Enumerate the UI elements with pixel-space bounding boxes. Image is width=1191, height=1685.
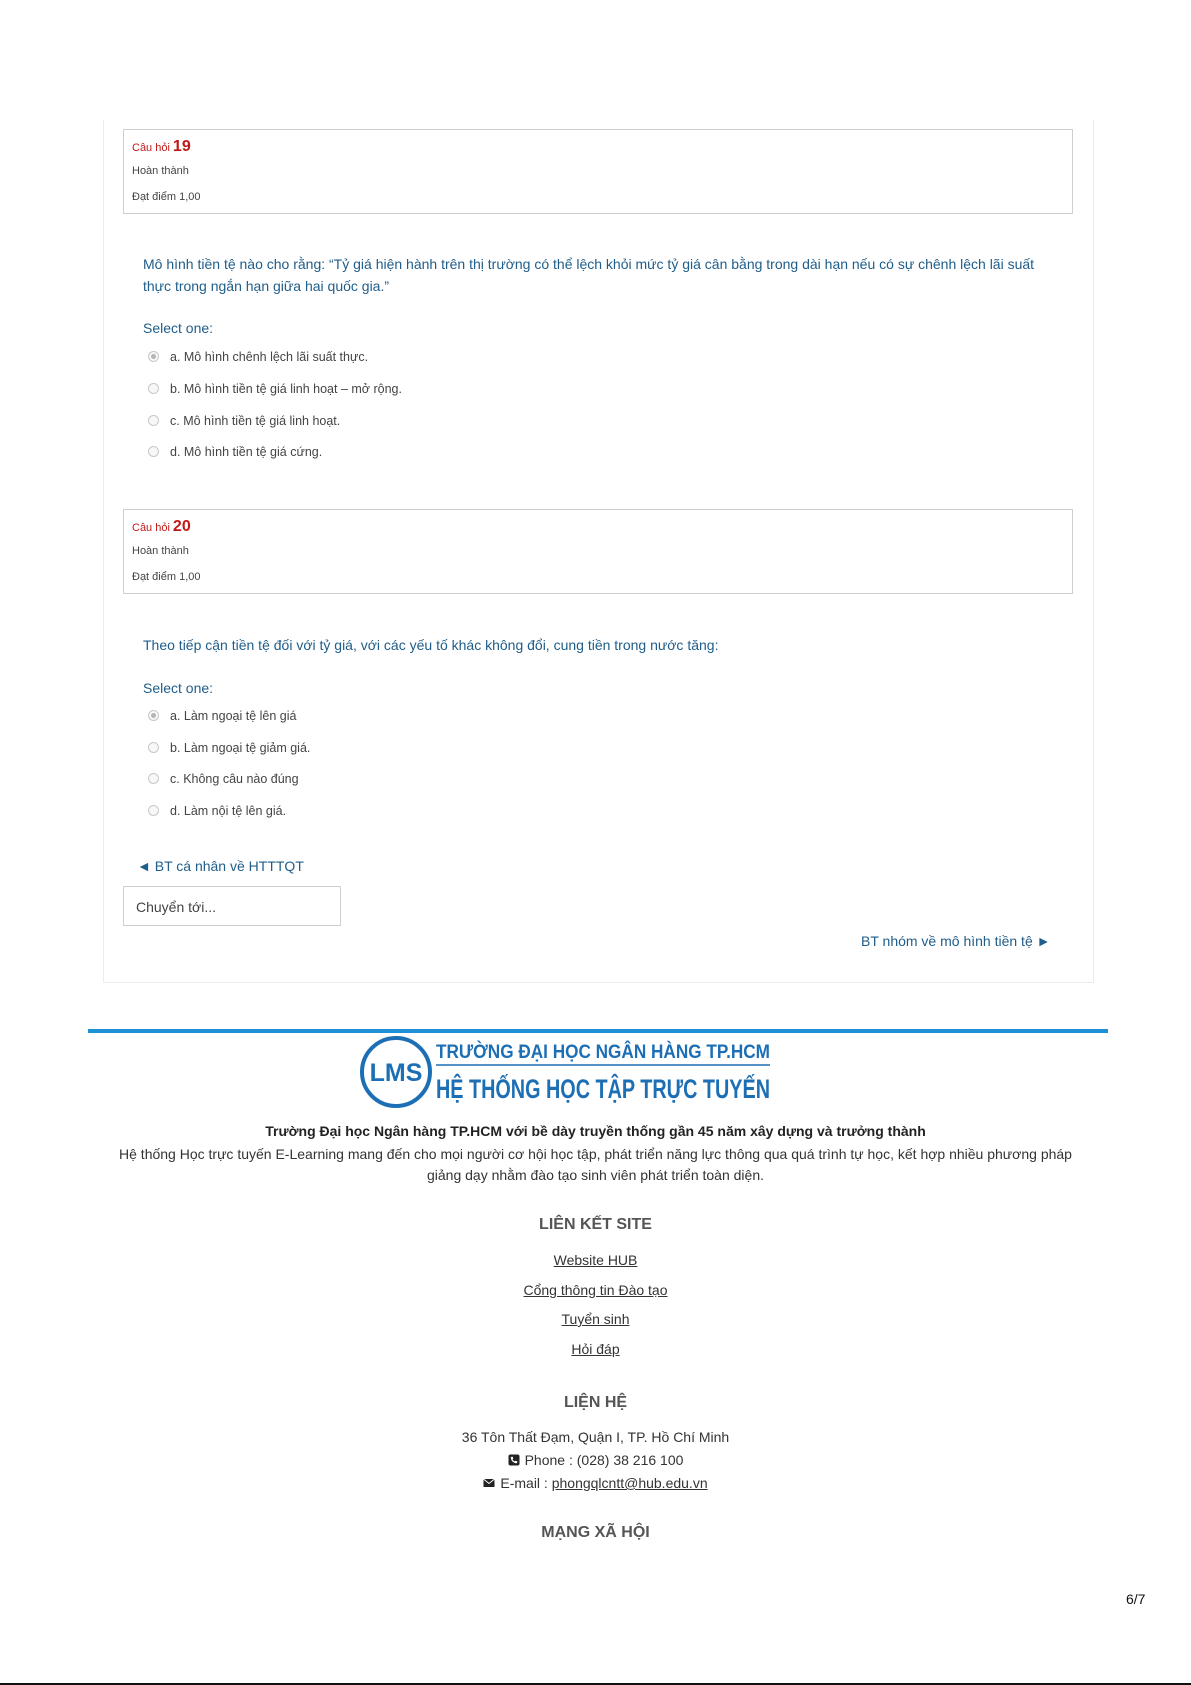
radio-icon[interactable] [148,446,159,457]
radio-icon[interactable] [148,742,159,753]
radio-icon[interactable] [148,415,159,426]
footer-link-training-portal[interactable]: Cổng thông tin Đào tạo [523,1282,668,1298]
question-info-box [123,129,1073,214]
question-number: Câu hỏi 19 [132,138,191,155]
select-one-label: Select one: [143,320,214,336]
footer-tagline: Trường Đại học Ngân hàng TP.HCM với bề dày truyền thống gần 45 năm xây dựng và trưởng thành [265,1123,926,1139]
radio-checked-icon[interactable] [148,351,159,362]
page-number: 6/7 [1126,1591,1146,1607]
question-text: Theo tiếp cận tiền tệ đối với tỷ giá, với các yếu tố khác không đổi, cung tiền trong nước tăng: [143,637,719,653]
jump-to-select[interactable]: Chuyển tới... [123,886,341,926]
logo-line1: TRƯỜNG ĐẠI HỌC NGÂN HÀNG TP.HCM [436,1042,806,1063]
phone-icon [508,1454,520,1466]
prev-activity-link[interactable]: ◄ BT cá nhân về HTTTQT [137,858,304,874]
radio-checked-icon[interactable] [148,710,159,721]
email-link[interactable]: phongqlcntt@hub.edu.vn [551,1475,708,1491]
radio-icon[interactable] [148,773,159,784]
select-one-label: Select one: [143,680,214,696]
envelope-icon [483,1477,495,1489]
footer-description: Hệ thống Học trực tuyến E-Learning mang đến cho mọi người cơ hội học tập, phát triển năng lực thông qua quá trình tự học, kết hợp nhiều phương pháp giảng dạy nhằm đào tạo sinh viên phát triển toàn diện. [119,1146,1072,1183]
question-info-box [123,509,1073,594]
next-activity-link[interactable]: BT nhóm về mô hình tiền tệ ► [861,933,1051,949]
logo-abbr: LMS [369,1059,423,1087]
contact-phone: Phone : (028) 38 216 100 [110,1452,1081,1468]
question-text: Mô hình tiền tệ nào cho rằng: “Tỷ giá hiện hành trên thị trường có thể lệch khỏi mức tỷ giá cân bằng trong dài hạn nếu có sự chênh lệch lãi suất thực trong ngắn hạn giữa hai quốc gia.” [143,256,1035,294]
footer-divider [88,1029,1108,1033]
question-number: Câu hỏi 20 [132,518,191,535]
footer-link-faq[interactable]: Hỏi đáp [571,1341,620,1357]
footer-link-website-hub[interactable]: Website HUB [553,1252,638,1268]
question-state: Hoàn thành [132,545,189,557]
contact-address: 36 Tôn Thất Đạm, Quận I, TP. Hồ Chí Minh [461,1429,730,1445]
footer-link-admissions[interactable]: Tuyển sinh [561,1311,630,1327]
social-heading: MẠNG XÃ HỘI [541,1524,650,1541]
question-grade: Đạt điểm 1,00 [132,191,201,203]
logo-line2: HỆ THỐNG HỌC TẬP TRỰC TUYẾN [436,1074,892,1104]
radio-icon[interactable] [148,383,159,394]
contact-email: E-mail : phongqlcntt@hub.edu.vn [110,1475,1081,1491]
contact-heading: LIỆN HỆ [563,1394,628,1411]
lms-logo [358,1034,892,1112]
question-grade: Đạt điểm 1,00 [132,571,201,583]
links-heading: LIÊN KẾT SITE [539,1216,652,1233]
question-state: Hoàn thành [132,165,189,177]
radio-icon[interactable] [148,805,159,816]
